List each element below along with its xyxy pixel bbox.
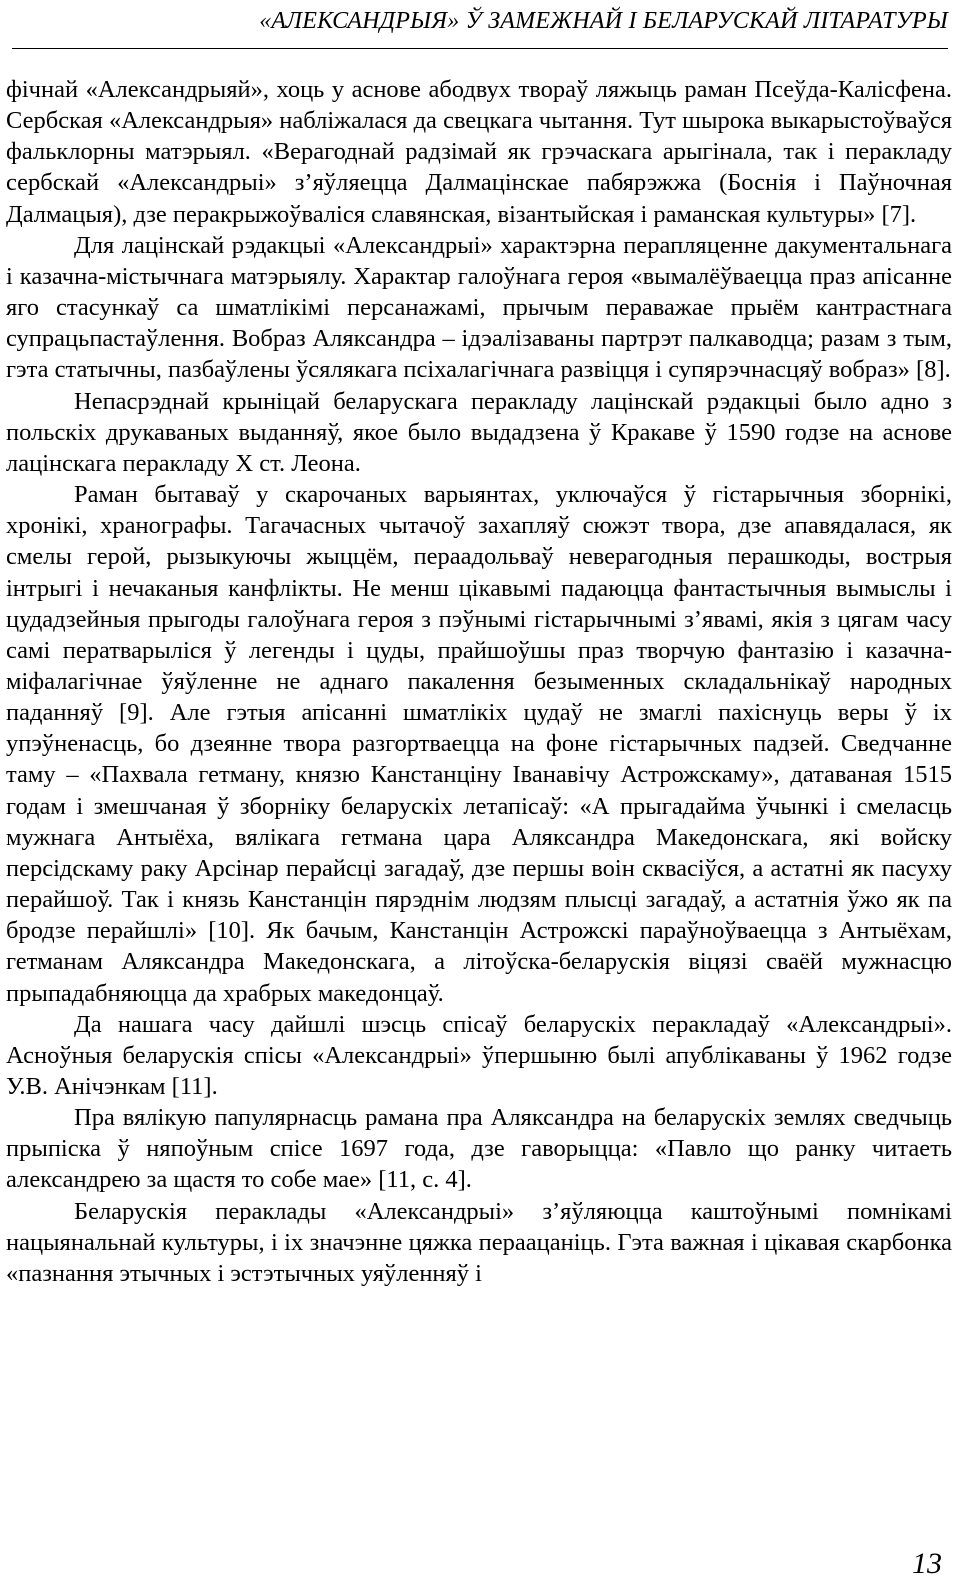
running-title: «АЛЕКСАНДРЫЯ» Ў ЗАМЕЖНАЙ І БЕЛАРУСКАЙ ЛІТАРАТУРЫ bbox=[259, 8, 948, 34]
paragraph: Беларускія пераклады «Александрыі» з’яўляюцца каштоўнымі помнікамі нацыянальнай культуры, і іх значэнне цяжка пераацаніць. Гэта важная і цікавая скарбонка «пазнання этычных і эстэтычных уяўленняў і bbox=[6, 1197, 952, 1287]
paragraph: Раман бытаваў у скарочаных варыянтах, уключаўся ў гістарычныя зборнікі, хронікі, хранографы. Тагачасных чытачоў захапляў сюжэт твора, дзе апавядалася, як смелы герой, рызыкуючы жыццём, пераадольваў неверагодныя перашкоды, вострыя інтрыгі і нечаканыя канфлікты. Не менш цікавымі падаюцца фантастычныя вымыслы і цудадзейныя прыгоды галоўнага героя з пэўнымі гістарычнымі з’явамі, якія з цягам часу самі ператварыліся ў легенды і цуды, прайшоўшы праз творчую фантазію і казачна-міфалагічнае ўяўленне не аднаго пакалення безыменных складальнікаў народных паданняў [9]. Але гэтыя апісанні шматлікіх цудаў не змаглі пахіснуць веры ў іх упэўненасць, бо дзеянне твора разгортваецца на фоне гістарычных падзей. Сведчанне таму – «Пахвала гетману, князю Канстанціну Іванавічу Астрожскаму», датаваная 1515 годам і змешчаная ў зборніку беларускіх летапісаў: «А прыгадайма ўчынкі і смеласць мужнага Антыёха, вялікага гетмана цара Аляксандра Македонскага, які войску персідскаму раку Арсінар перайсці загадаў, дзе першы воін сквасіўся, а астатні як пасуху перайшоў. Так і князь Канстанцін пярэднім людзям плысці загадаў, а астатнія ўжо як па бродзе перайшлі» [10]. Як бачым, Канстанцін Астрожскі параўноўваецца з Антыёхам, гетманам Аляксандра Македонскага, а літоўска-беларускія віцязі сваёй мужнасцю прыпадабняюцца да храбрых македонцаў. bbox=[6, 481, 952, 1007]
paragraph: Пра вялікую папулярнасць рамана пра Аляксандра на беларускіх землях сведчыць прыпіска ў няпоўным спісе 1697 года, дзе гаворыцца: «Павло що ранку читаеть александрею за щастя то собе мае» [11, с. 4]. bbox=[6, 1104, 952, 1194]
page-number: 13 bbox=[912, 1547, 942, 1580]
running-header bbox=[12, 0, 948, 49]
body-text bbox=[6, 74, 952, 1289]
paragraph: Да нашага часу дайшлі шэсць спісаў беларускіх перакладаў «Александрыі». Асноўныя беларускія спісы «Александрыі» ўпершыню былі апублікаваны ў 1962 годзе У.В. Анічэнкам [11]. bbox=[6, 1010, 952, 1100]
paragraph: фічнай «Александрыяй», хоць у аснове абодвух твораў ляжыць раман Псеўда-Калісфена. Сербская «Александрыя» набліжалася да свецкага чытання. Тут шырока выкарыстоўваўся фальклорны матэрыял. «Верагоднай радзімай як грэчаскага арыгінала, так і перакладу сербскай «Александрыі» з’яўляецца Далмацінскае пабярэжжа (Боснія і Паўночная Далмацыя), дзе перакрыжоўваліся славянская, візантыйская і раманская культуры» [7]. bbox=[6, 76, 952, 228]
paragraph: Для лацінскай рэдакцыі «Александрыі» характэрна перапляценне дакументальнага і казачна-містычнага матэрыялу. Характар галоўнага героя «вымалёўваецца праз апісанне яго стасункаў са шматлікімі персанажамі, прычым пераважае прыём кантрастнага супрацьпастаўлення. Вобраз Аляксандра – ідэалізаваны партрэт палкаводца; разам з тым, гэта статычны, пазбаўлены ўсялякага псіхалагічнага развіцця і супярэчнасцяў вобраз» [8]. bbox=[6, 231, 952, 384]
paragraph: Непасрэднай крыніцай беларускага перакладу лацінскай рэдакцыі было адно з польскіх друкаваных выданняў, якое было выдадзена ў Кракаве ў 1590 годзе на аснове лацінскага перакладу X ст. Леона. bbox=[6, 387, 952, 477]
